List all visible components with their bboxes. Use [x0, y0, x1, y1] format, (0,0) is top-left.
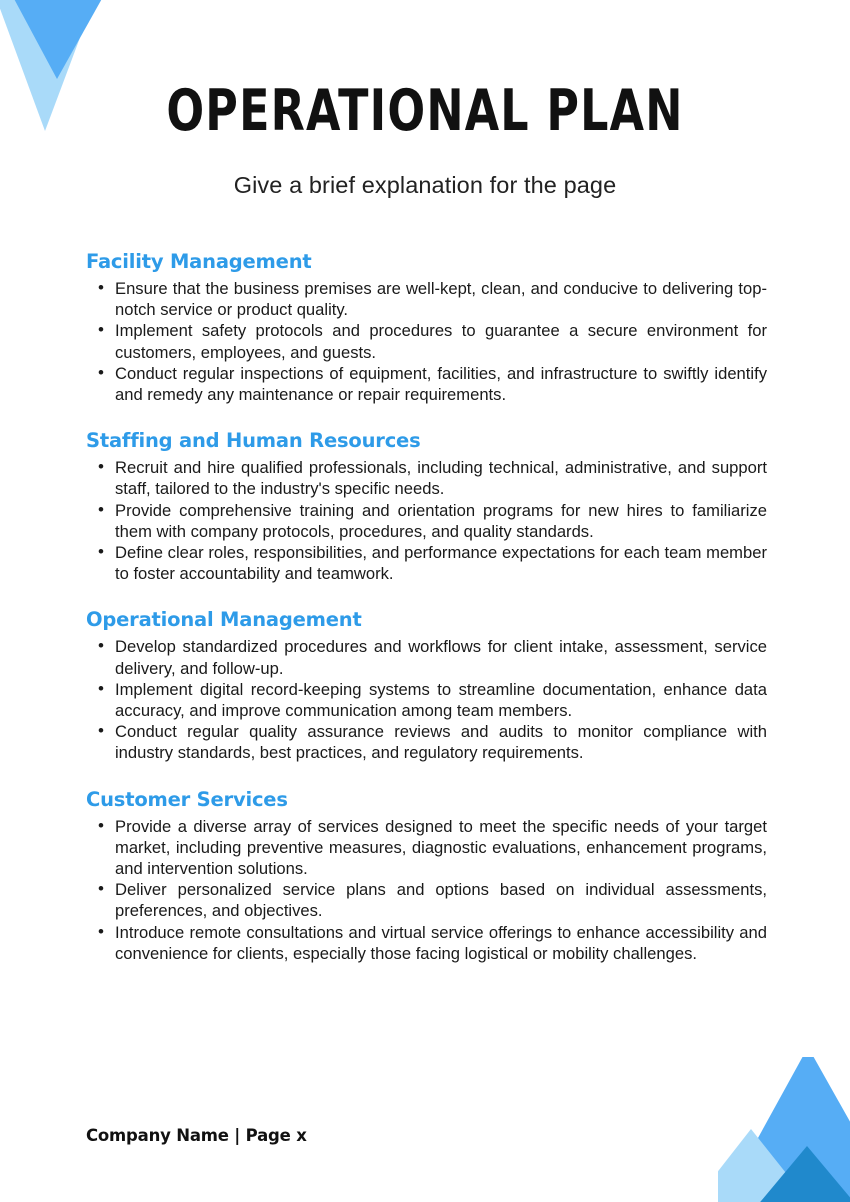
bullet-list: [86, 636, 767, 763]
footer-company-page-label: Company Name | Page x: [86, 1126, 307, 1145]
bullet-list: [86, 816, 767, 964]
list-item: • Introduce remote consultations and virtual service offerings to enhance accessibility and convenience for clients, especially those facing logistical or mobility challenges.: [86, 922, 767, 964]
list-item: • Recruit and hire qualified professionals, including technical, administrative, and support staff, tailored to the industry's specific needs.: [86, 457, 767, 499]
section-heading: Operational Management: [86, 608, 362, 632]
list-item: • Ensure that the business premises are well-kept, clean, and conducive to delivering top-notch service or product quality.: [86, 278, 767, 320]
section-staffing-and-human-resources: [86, 429, 767, 584]
list-item: • Define clear roles, responsibilities, and performance expectations for each team member to foster accountability and teamwork.: [86, 542, 767, 584]
list-item: • Develop standardized procedures and workflows for client intake, assessment, service delivery, and follow-up.: [86, 636, 767, 678]
list-item: • Implement safety protocols and procedures to guarantee a secure environment for customers, employees, and guests.: [86, 320, 767, 362]
document-header: [0, 0, 850, 199]
triangle-medium-blue-icon: [720, 1057, 850, 1202]
page-subtitle: Give a brief explanation for the page: [233, 171, 617, 198]
list-item: • Implement digital record-keeping systems to streamline documentation, enhance data accuracy, and improve communication among team members.: [86, 679, 767, 721]
page-title: OPERATIONAL PLAN: [166, 78, 684, 144]
list-item: • Conduct regular inspections of equipment, facilities, and infrastructure to swiftly identify and remedy any maintenance or repair requirements.: [86, 363, 767, 405]
list-item: • Conduct regular quality assurance reviews and audits to monitor compliance with industry standards, best practices, and regulatory requirements.: [86, 721, 767, 763]
bullet-list: [86, 457, 767, 584]
bottom-right-triangles-decoration: [718, 1057, 850, 1202]
section-facility-management: [86, 250, 767, 405]
section-heading: Customer Services: [86, 787, 288, 811]
bullet-list: [86, 278, 767, 405]
section-customer-services: [86, 788, 767, 964]
triangle-light-blue-icon: [718, 1129, 813, 1202]
sections-container: [86, 250, 767, 964]
section-operational-management: [86, 608, 767, 763]
list-item: • Deliver personalized service plans and options based on individual assessments, preferences, and objectives.: [86, 879, 767, 921]
section-heading: Facility Management: [86, 250, 312, 273]
list-item: • Provide comprehensive training and orientation programs for new hires to familiarize them with company protocols, procedures, and quality standards.: [86, 500, 767, 542]
list-item: • Provide a diverse array of services designed to meet the specific needs of your target market, including preventive measures, diagnostic evaluations, enhancement programs, and intervention solutions.: [86, 816, 767, 880]
triangle-dark-blue-icon: [756, 1146, 850, 1202]
section-heading: Staffing and Human Resources: [86, 429, 421, 453]
